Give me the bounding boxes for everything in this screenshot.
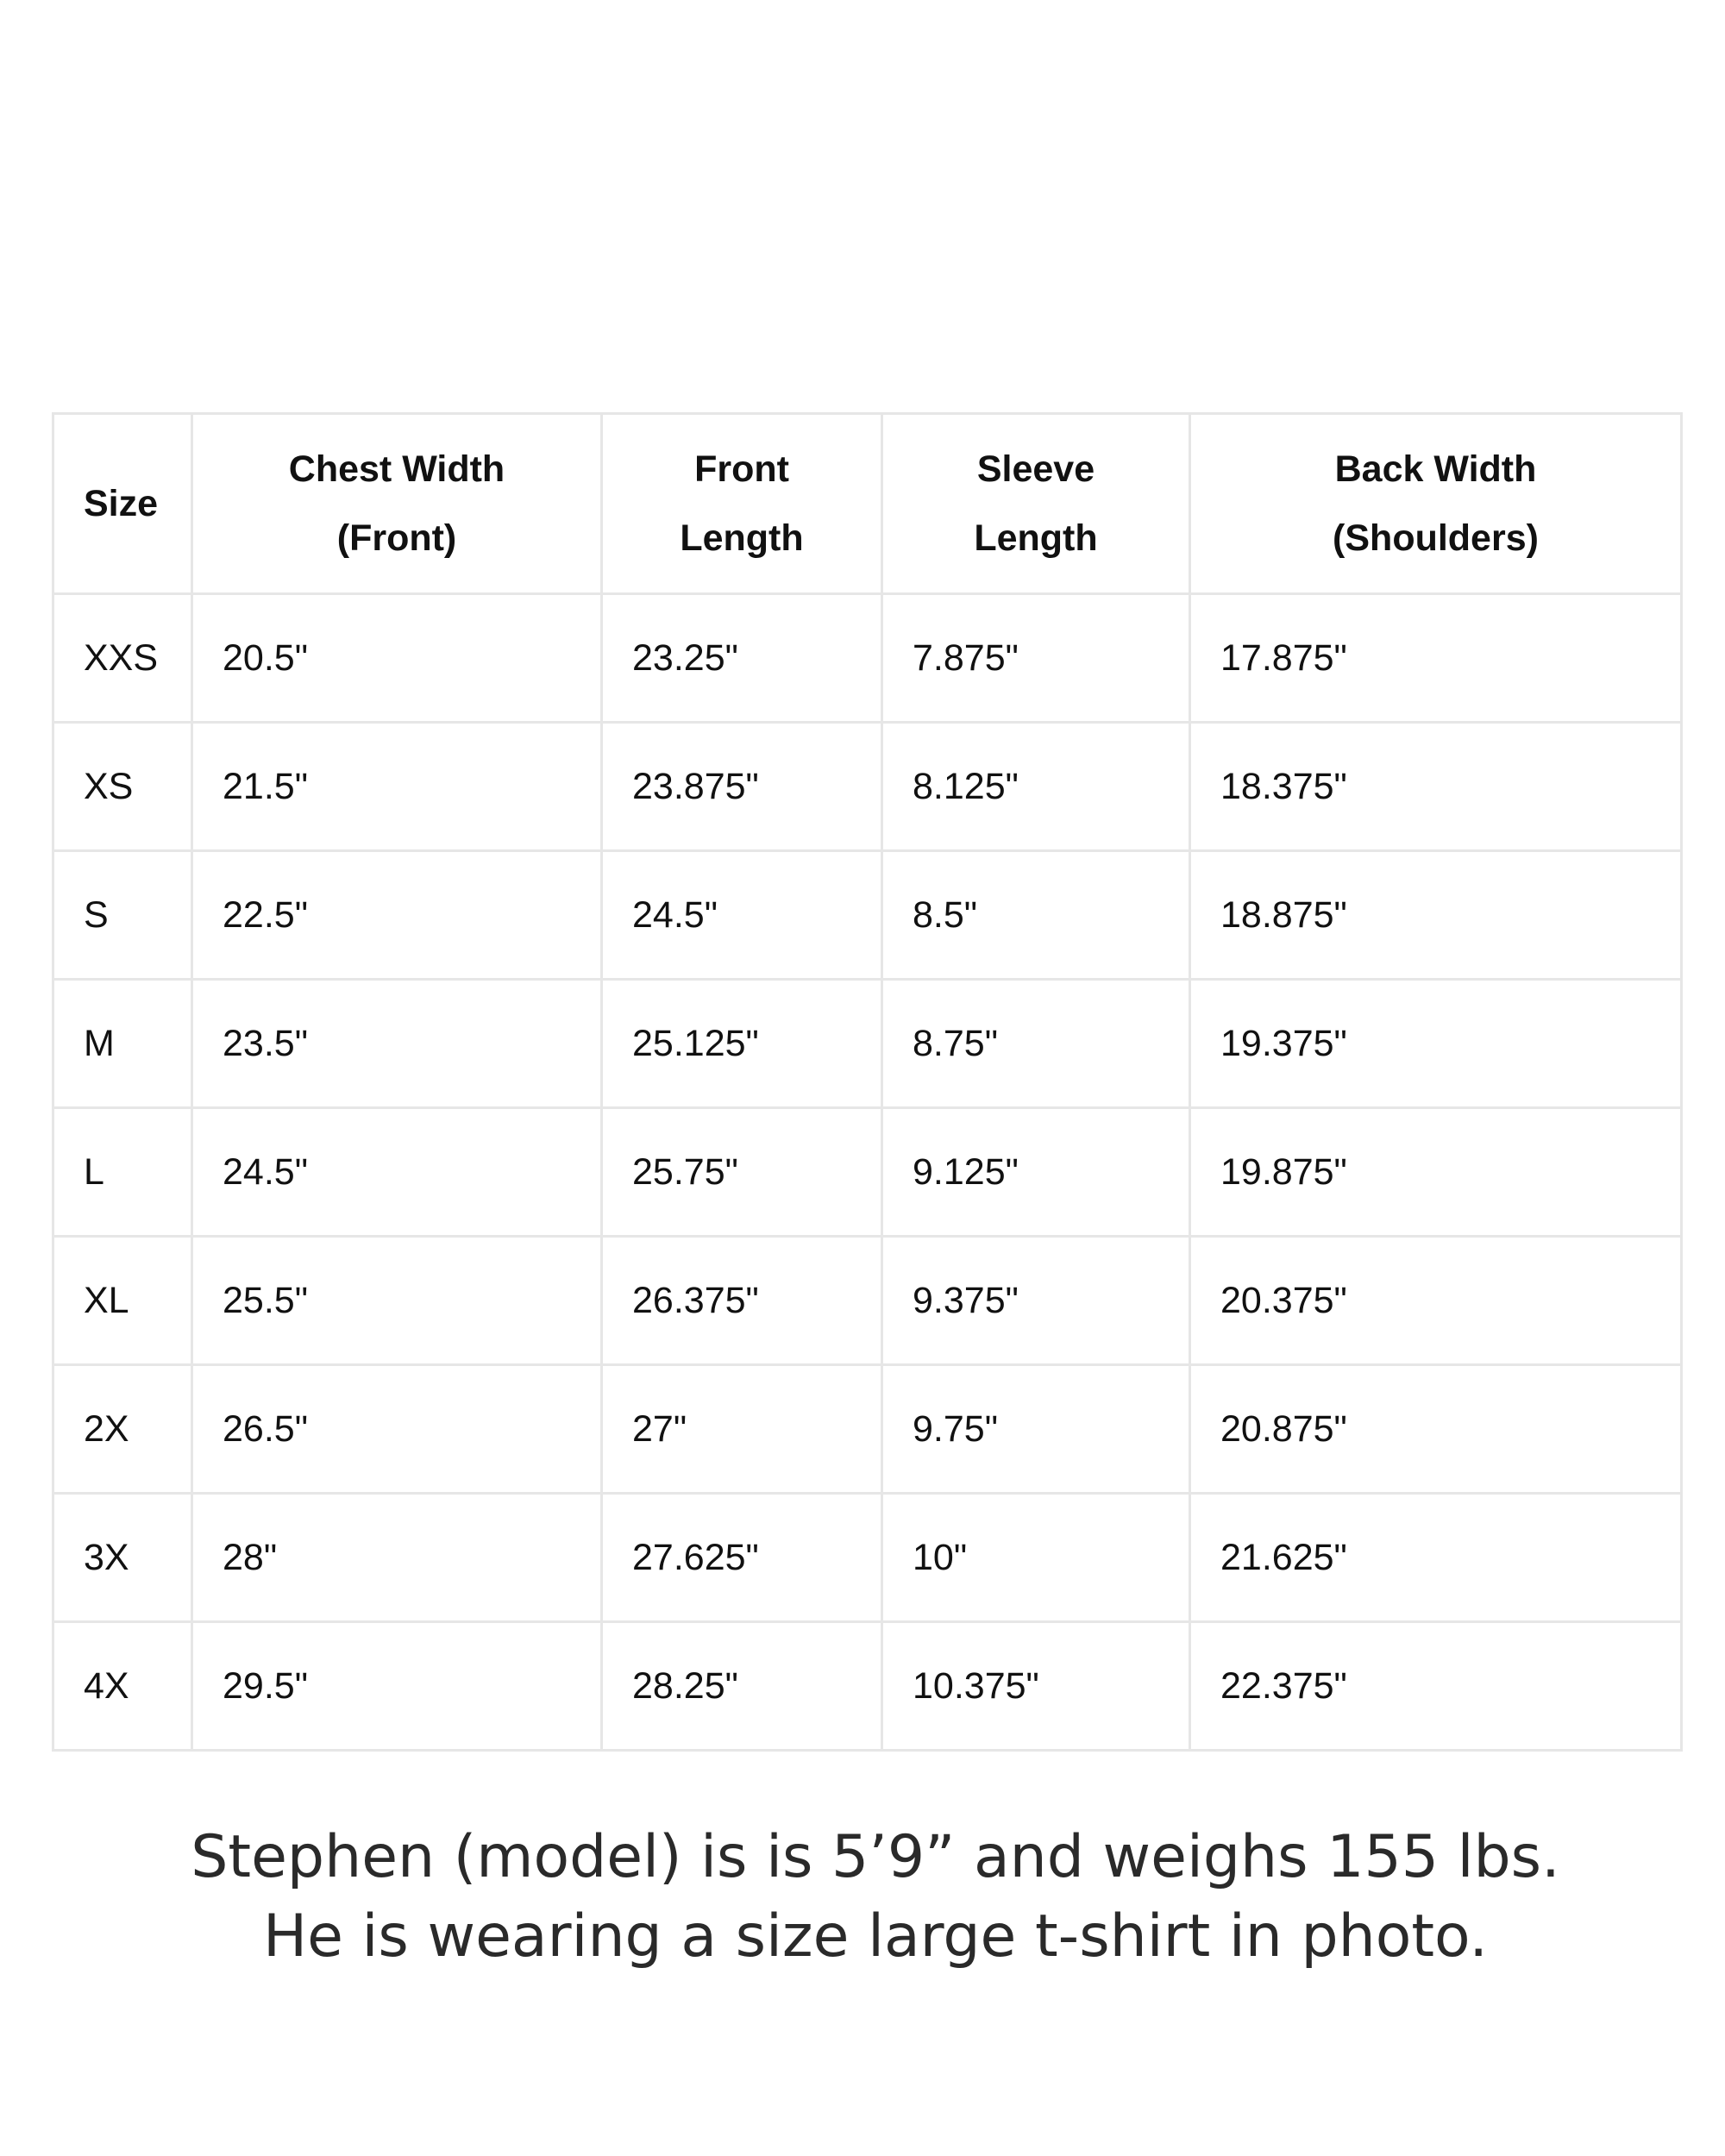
cell-back-width: 20.875": [1190, 1365, 1682, 1494]
header-sleeve-length: [882, 414, 1190, 594]
model-fit-caption: [0, 1818, 1725, 1977]
cell-chest-width: 22.5": [192, 851, 602, 980]
cell-front-length: 23.875": [602, 723, 882, 851]
cell-size: XS: [53, 723, 192, 851]
header-sleeve-length-line-2: Length: [974, 517, 1098, 559]
cell-chest-width: 24.5": [192, 1108, 602, 1237]
cell-chest-width: 23.5": [192, 980, 602, 1108]
table-row: [53, 851, 1682, 980]
cell-front-length: 23.25": [602, 594, 882, 723]
cell-sleeve-length: 8.5": [882, 851, 1190, 980]
size-chart-table: [52, 412, 1683, 1752]
header-chest-width-line-2: (Front): [336, 517, 457, 559]
cell-back-width: 19.875": [1190, 1108, 1682, 1237]
cell-size: XXS: [53, 594, 192, 723]
header-row: [53, 414, 1682, 594]
cell-front-length: 27.625": [602, 1494, 882, 1622]
cell-back-width: 21.625": [1190, 1494, 1682, 1622]
cell-sleeve-length: 10.375": [882, 1622, 1190, 1751]
table-row: [53, 594, 1682, 723]
cell-front-length: 26.375": [602, 1237, 882, 1365]
cell-size: 2X: [53, 1365, 192, 1494]
cell-front-length: 24.5": [602, 851, 882, 980]
header-back-width: [1190, 414, 1682, 594]
header-front-length: [602, 414, 882, 594]
cell-chest-width: 28": [192, 1494, 602, 1622]
cell-size: XL: [53, 1237, 192, 1365]
cell-size: S: [53, 851, 192, 980]
cell-back-width: 20.375": [1190, 1237, 1682, 1365]
caption-line-2: He is wearing a size large t-shirt in photo.: [262, 1902, 1489, 1971]
cell-sleeve-length: 8.125": [882, 723, 1190, 851]
header-sleeve-length-line-1: Sleeve: [976, 448, 1095, 490]
cell-sleeve-length: 10": [882, 1494, 1190, 1622]
cell-sleeve-length: 9.125": [882, 1108, 1190, 1237]
caption-line-1: Stephen (model) is is 5’9” and weighs 155 lbs.: [191, 1823, 1560, 1891]
size-chart-body: [53, 594, 1682, 1751]
table-row: [53, 1365, 1682, 1494]
table-row: [53, 980, 1682, 1108]
cell-chest-width: 21.5": [192, 723, 602, 851]
table-row: [53, 723, 1682, 851]
cell-front-length: 25.75": [602, 1108, 882, 1237]
cell-size: L: [53, 1108, 192, 1237]
cell-back-width: 18.875": [1190, 851, 1682, 980]
table-row: [53, 1237, 1682, 1365]
table-row: [53, 1494, 1682, 1622]
cell-back-width: 19.375": [1190, 980, 1682, 1108]
cell-front-length: 25.125": [602, 980, 882, 1108]
header-back-width-line-1: Back Width: [1334, 448, 1537, 490]
header-front-length-line-2: Length: [680, 517, 804, 559]
header-size-label: Size: [84, 483, 159, 524]
cell-size: M: [53, 980, 192, 1108]
cell-chest-width: 20.5": [192, 594, 602, 723]
cell-chest-width: 29.5": [192, 1622, 602, 1751]
header-front-length-line-1: Front: [694, 448, 789, 490]
cell-front-length: 27": [602, 1365, 882, 1494]
size-chart-header: [53, 414, 1682, 594]
header-chest-width-line-1: Chest Width: [288, 448, 505, 490]
cell-chest-width: 26.5": [192, 1365, 602, 1494]
cell-back-width: 22.375": [1190, 1622, 1682, 1751]
table-row: [53, 1622, 1682, 1751]
cell-chest-width: 25.5": [192, 1237, 602, 1365]
cell-size: 4X: [53, 1622, 192, 1751]
cell-sleeve-length: 8.75": [882, 980, 1190, 1108]
cell-size: 3X: [53, 1494, 192, 1622]
table-row: [53, 1108, 1682, 1237]
header-chest-width: [192, 414, 602, 594]
cell-back-width: 18.375": [1190, 723, 1682, 851]
header-size: [53, 414, 192, 594]
cell-back-width: 17.875": [1190, 594, 1682, 723]
cell-front-length: 28.25": [602, 1622, 882, 1751]
cell-sleeve-length: 7.875": [882, 594, 1190, 723]
cell-sleeve-length: 9.75": [882, 1365, 1190, 1494]
cell-sleeve-length: 9.375": [882, 1237, 1190, 1365]
header-back-width-line-2: (Shoulders): [1333, 517, 1539, 559]
